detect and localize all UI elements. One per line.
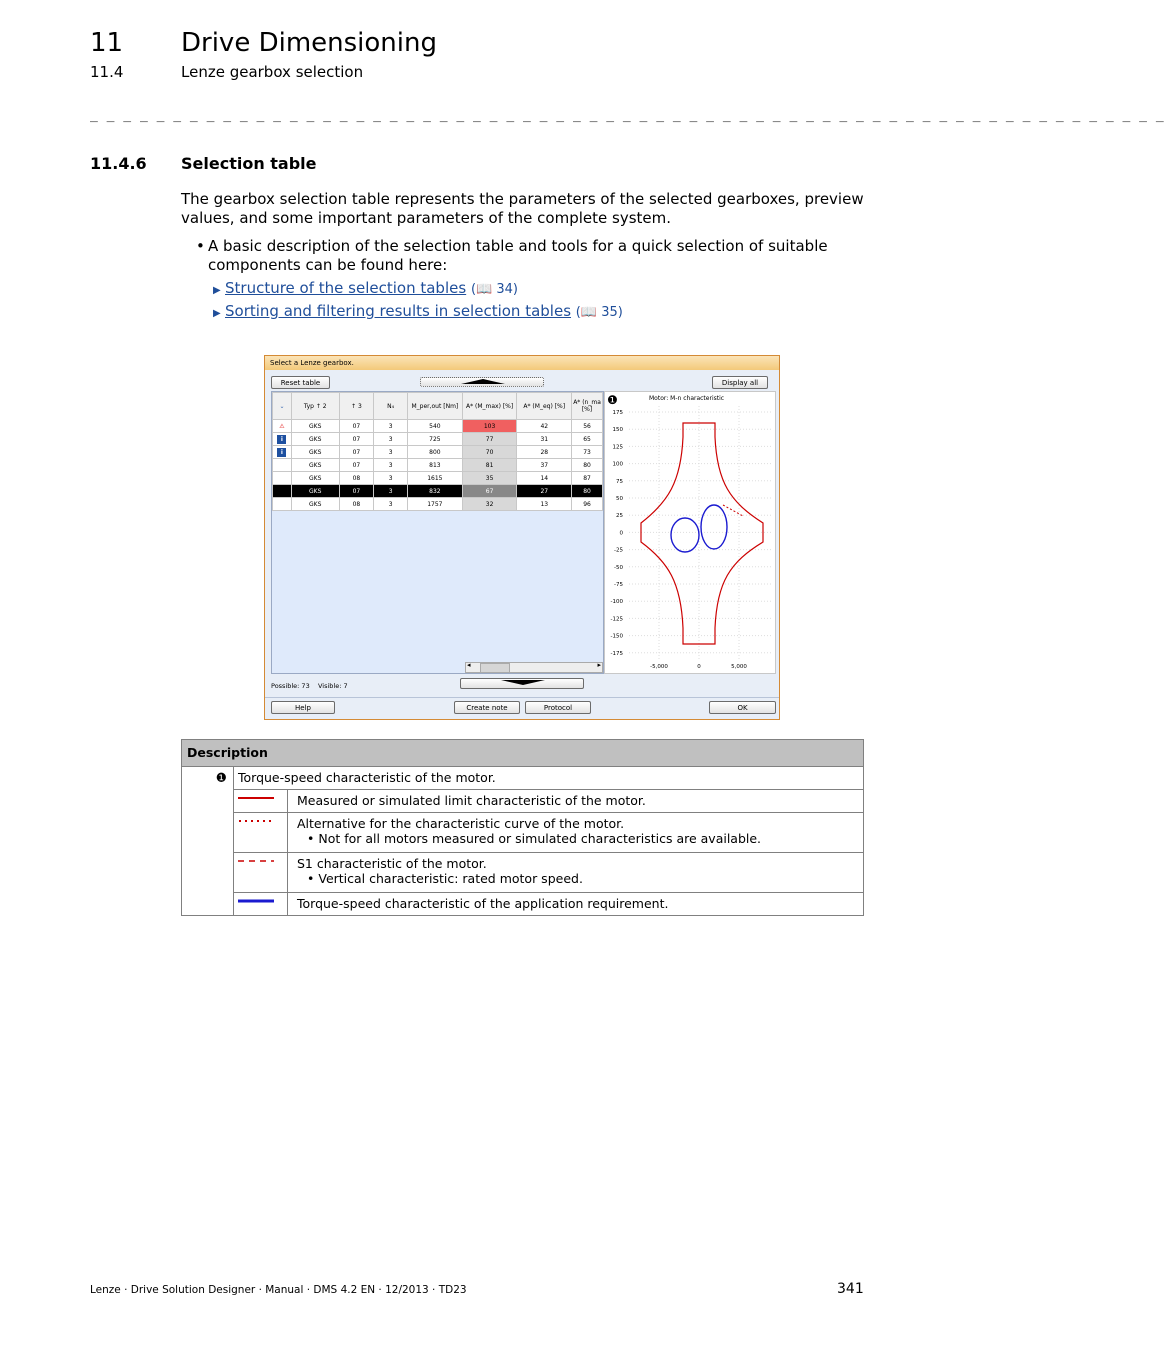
scroll-right-icon[interactable]: ▸: [597, 661, 601, 669]
table-cell: 31: [517, 433, 572, 446]
y-tick-label: 0: [619, 530, 623, 537]
arrow-up-icon: [421, 378, 545, 386]
triangle-right-icon: ▶: [213, 308, 221, 319]
ok-button[interactable]: OK: [709, 701, 776, 714]
y-tick-label: 75: [616, 478, 623, 485]
book-icon: 📖: [476, 282, 493, 297]
table-cell: 56: [572, 420, 603, 433]
table-cell: GKS: [291, 459, 339, 472]
sub-bullet-text: Vertical characteristic: rated motor speed.: [318, 871, 583, 886]
line-description-group: [288, 853, 864, 893]
scrollbar-thumb[interactable]: [480, 663, 510, 673]
marker-text: Torque-speed characteristic of the motor.: [234, 767, 864, 790]
triangle-right-icon: ▶: [213, 285, 221, 296]
y-tick-labels: [611, 410, 624, 657]
line-description-group: [288, 813, 864, 853]
table-cell: 07: [339, 446, 374, 459]
book-icon: 📖: [580, 305, 598, 320]
marker-cell: [182, 767, 234, 916]
link-label[interactable]: Structure of the selection tables: [225, 279, 467, 297]
table-cell: 80: [572, 485, 603, 498]
filter-icon: ⌄: [279, 402, 285, 410]
table-header: [273, 393, 603, 420]
chart-plot: [605, 392, 775, 673]
table-cell: 73: [572, 446, 603, 459]
table-cell: 28: [517, 446, 572, 459]
y-tick-label: -150: [610, 633, 623, 640]
chapter-title: Drive Dimensioning: [181, 28, 437, 58]
table-cell: 08: [339, 498, 374, 511]
table-cell: 3: [374, 472, 408, 485]
table-cell: 65: [572, 433, 603, 446]
marker-number: ❶: [215, 770, 227, 785]
table-cell: 725: [407, 433, 462, 446]
column-header[interactable]: [291, 393, 339, 420]
table-row[interactable]: [273, 446, 603, 459]
column-header[interactable]: [339, 393, 374, 420]
table-cell: 07: [339, 485, 374, 498]
protocol-button[interactable]: Protocol: [525, 701, 591, 714]
column-label: A* (n_ma [%]: [573, 399, 601, 413]
bullet-marker: •: [196, 237, 205, 255]
line-description: Alternative for the characteristic curve of the motor.: [297, 816, 625, 831]
table-cell: 07: [339, 420, 374, 433]
table-cell: 87: [572, 472, 603, 485]
table-cell: 96: [572, 498, 603, 511]
filter-cell[interactable]: [273, 393, 292, 420]
sub-bullet: • Not for all motors measured or simulated characteristics are available.: [307, 831, 762, 846]
selection-grid[interactable]: [271, 391, 604, 674]
header-divider: _ _ _ _ _ _ _ _ _ _ _ _ _ _ _ _ _ _ _ _ _ _ _ _ _ _ _ _ _ _ _ _ _ _ _ _ _ _ _ _ _ _ _ _ _ _ _ _ _ _ _ _ _ _ _ _ _ _ _ _ _ _ _ _ _: [90, 108, 1164, 123]
table-cell: 42: [517, 420, 572, 433]
table-row-selected[interactable]: [273, 485, 603, 498]
table-cell: 540: [407, 420, 462, 433]
table-cell: 813: [407, 459, 462, 472]
line-sample-dotted-red: [234, 813, 288, 853]
table-cell: 70: [462, 446, 517, 459]
y-tick-label: 125: [612, 444, 623, 451]
row-marker: [273, 485, 292, 498]
chapter-number: 11: [90, 28, 124, 58]
table-cell: GKS: [291, 420, 339, 433]
table-cell: 3: [374, 433, 408, 446]
page-ref: (📖 34): [470, 282, 518, 297]
page-ref: (📖 35): [575, 305, 623, 320]
line-description: Torque-speed characteristic of the application requirement.: [288, 893, 864, 916]
info-icon: i: [273, 433, 292, 446]
y-tick-label: 100: [612, 461, 623, 468]
line-description: Measured or simulated limit characteristic of the motor.: [288, 790, 864, 813]
table-cell: 81: [462, 459, 517, 472]
solid-blue-line-icon: [238, 897, 274, 907]
y-tick-label: -25: [614, 547, 623, 554]
sub-bullet: • Vertical characteristic: rated motor speed.: [307, 871, 583, 886]
x-tick-label: -5,000: [650, 664, 668, 670]
y-tick-label: -50: [614, 564, 623, 571]
table-cell: 1757: [407, 498, 462, 511]
table-cell: 3: [374, 446, 408, 459]
row-marker: [273, 498, 292, 511]
table-row[interactable]: [273, 459, 603, 472]
column-label: A* (M_max) [%]: [465, 402, 514, 410]
column-label: Typ ↑ 2: [303, 402, 327, 410]
motor-characteristic-chart: [604, 391, 776, 674]
dialog-title: Select a Lenze gearbox.: [265, 356, 779, 370]
line-sample-dashed-red: [234, 853, 288, 893]
table-cell: 08: [339, 472, 374, 485]
table-cell: 13: [517, 498, 572, 511]
link-sorting[interactable]: [213, 302, 623, 320]
horizontal-scrollbar[interactable]: [465, 662, 603, 673]
y-tick-label: -75: [614, 582, 623, 588]
chart-marker: ❶: [607, 393, 618, 407]
possible-count: Possible: 73: [271, 682, 310, 690]
table-cell: 3: [374, 420, 408, 433]
table-cell: 3: [374, 459, 408, 472]
table-cell: 80: [572, 459, 603, 472]
table-cell: GKS: [291, 498, 339, 511]
button-divider: [265, 697, 779, 698]
sub-bullet-text: Not for all motors measured or simulated characteristics are available.: [318, 831, 762, 846]
table-cell: GKS: [291, 472, 339, 485]
table-cell: 14: [517, 472, 572, 485]
display-all-button[interactable]: Display all: [712, 376, 768, 389]
expand-down-button[interactable]: [460, 678, 584, 689]
table-cell: 27: [517, 485, 572, 498]
gearbox-dialog: [264, 355, 780, 720]
y-tick-label: 175: [612, 410, 623, 416]
reset-table-button[interactable]: Reset table: [271, 376, 330, 389]
y-tick-label: -125: [610, 616, 623, 623]
chart-title: Motor: M-n characteristic: [649, 395, 725, 402]
column-header[interactable]: [517, 393, 572, 420]
column-label: N₄: [387, 402, 395, 410]
table-cell: 67: [462, 485, 517, 498]
intro-paragraph: The gearbox selection table represents the parameters of the selected gearboxes, preview values, and some important parameters of the complete system.: [181, 190, 864, 227]
x-tick-labels: [650, 664, 747, 670]
subsection-number: 11.4.6: [90, 154, 147, 173]
column-label: ↑ 3: [351, 402, 362, 410]
y-tick-label: 50: [616, 496, 623, 502]
column-label: M_per,out [Nm]: [411, 402, 459, 410]
table-cell: 3: [374, 498, 408, 511]
s1-characteristic-line: [723, 505, 743, 516]
selection-table: [272, 392, 603, 511]
column-label: A* (M_eq) [%]: [523, 402, 566, 410]
line-sample-solid-blue: [234, 893, 288, 916]
dotted-red-line-icon: [238, 817, 274, 827]
application-characteristic-line: [671, 518, 699, 552]
x-tick-label: 0: [697, 664, 701, 670]
y-tick-label: 25: [616, 513, 623, 520]
table-cell-highlight: 103: [462, 420, 517, 433]
page-ref-number: 34: [496, 282, 513, 297]
description-header: Description: [182, 740, 864, 767]
subsection-title: Selection table: [181, 154, 317, 173]
warning-icon: ⚠: [273, 420, 292, 433]
footer-text: Lenze · Drive Solution Designer · Manual · DMS 4.2 EN · 12/2013 · TD23: [90, 1284, 467, 1296]
table-cell: GKS: [291, 433, 339, 446]
table-cell: 32: [462, 498, 517, 511]
visible-count: Visible: 7: [317, 682, 348, 690]
column-header[interactable]: [374, 393, 408, 420]
solid-red-line-icon: [238, 794, 274, 804]
table-cell: 07: [339, 459, 374, 472]
table-row[interactable]: [273, 433, 603, 446]
section-title: Lenze gearbox selection: [181, 63, 364, 81]
table-cell: 1615: [407, 472, 462, 485]
line-sample-solid-red: [234, 790, 288, 813]
create-note-button[interactable]: Create note: [454, 701, 520, 714]
info-icon: i: [273, 446, 292, 459]
scroll-left-icon[interactable]: ◂: [467, 661, 471, 669]
table-row[interactable]: [273, 472, 603, 485]
table-row[interactable]: [273, 420, 603, 433]
link-structure[interactable]: [213, 279, 518, 297]
x-tick-label: 5,000: [731, 664, 747, 670]
help-button[interactable]: Help: [271, 701, 335, 714]
application-characteristic-line: [701, 505, 727, 549]
bullet-text: A basic description of the selection table and tools for a quick selection of suitable components can be found here:: [208, 237, 828, 274]
y-tick-label: -175: [610, 650, 623, 657]
table-cell: 3: [374, 485, 408, 498]
y-tick-label: -100: [610, 599, 623, 606]
column-header[interactable]: [462, 393, 517, 420]
table-cell: GKS: [291, 485, 339, 498]
arrow-down-icon: [461, 679, 585, 687]
status-bar: [271, 682, 348, 690]
table-cell: 800: [407, 446, 462, 459]
y-tick-label: 150: [612, 427, 623, 434]
table-row[interactable]: [273, 498, 603, 511]
column-header[interactable]: [572, 393, 603, 420]
page-number: 341: [837, 1281, 864, 1297]
row-marker: [273, 459, 292, 472]
description-table: [181, 739, 864, 916]
collapse-up-button[interactable]: [420, 377, 544, 387]
table-cell: 832: [407, 485, 462, 498]
table-cell: GKS: [291, 446, 339, 459]
line-description: S1 characteristic of the motor.: [297, 856, 487, 871]
page-ref-number: 35: [601, 305, 618, 320]
dashed-red-line-icon: [238, 857, 274, 867]
link-label[interactable]: Sorting and filtering results in selection tables: [225, 302, 572, 320]
table-cell: 77: [462, 433, 517, 446]
section-number: 11.4: [90, 63, 124, 81]
column-header[interactable]: [407, 393, 462, 420]
row-marker: [273, 472, 292, 485]
table-cell: 35: [462, 472, 517, 485]
table-cell: 37: [517, 459, 572, 472]
table-cell: 07: [339, 433, 374, 446]
